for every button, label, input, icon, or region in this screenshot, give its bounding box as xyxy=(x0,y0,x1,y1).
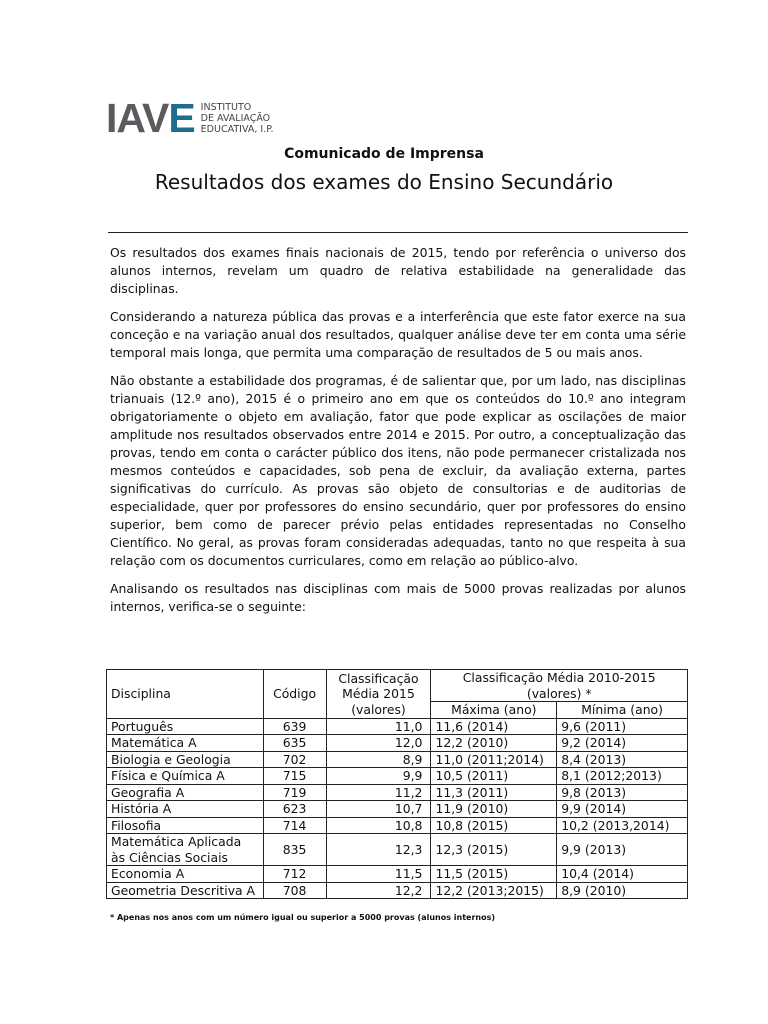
table-row xyxy=(107,768,688,785)
logo-line: DE AVALIAÇÃO xyxy=(200,112,271,124)
press-release-label: Comunicado de Imprensa xyxy=(284,146,484,162)
logo-mark: IAVE xyxy=(106,95,195,141)
cell-minima: 10,4 (2014) xyxy=(557,866,688,883)
cell-codigo: 719 xyxy=(263,784,326,801)
header-maxima: Máxima (ano) xyxy=(431,702,557,719)
title-divider xyxy=(108,232,688,233)
cell-minima: 9,8 (2013) xyxy=(557,784,688,801)
cell-maxima: 10,5 (2011) xyxy=(431,768,557,785)
cell-media: 10,7 xyxy=(326,801,431,818)
cell-maxima: 12,2 (2010) xyxy=(431,735,557,752)
cell-codigo: 715 xyxy=(263,768,326,785)
table-row xyxy=(107,834,688,866)
header-media-2015: Classificação Média 2015 (valores) xyxy=(326,670,431,719)
table-row xyxy=(107,735,688,752)
results-table xyxy=(106,669,688,899)
table-row xyxy=(107,801,688,818)
cell-codigo: 835 xyxy=(263,834,326,866)
cell-maxima: 11,0 (2011;2014) xyxy=(431,751,557,768)
cell-disciplina: Economia A xyxy=(107,866,264,883)
cell-minima: 9,9 (2013) xyxy=(557,834,688,866)
paragraph: Considerando a natureza pública das provas e a interferência que este fator exerce na sua conceção e na variação anual dos resultados, qualquer análise deve ter em conta uma série temporal mais longa, que permita uma comparação de resultados de 5 ou mais anos. xyxy=(110,309,686,360)
paragraph: Analisando os resultados nas disciplinas com mais de 5000 provas realizadas por alunos internos, verifica-se o seguinte: xyxy=(110,581,686,614)
cell-minima: 8,4 (2013) xyxy=(557,751,688,768)
header-media-2010-2015: Classificação Média 2010-2015 (valores) * xyxy=(431,670,688,702)
cell-media: 11,5 xyxy=(326,866,431,883)
cell-disciplina: Matemática Aplicada às Ciências Sociais xyxy=(107,834,264,866)
cell-codigo: 702 xyxy=(263,751,326,768)
iave-logo xyxy=(106,95,274,141)
cell-media: 10,8 xyxy=(326,817,431,834)
cell-codigo: 639 xyxy=(263,718,326,735)
cell-disciplina: Português xyxy=(107,718,264,735)
table-row xyxy=(107,718,688,735)
table-row xyxy=(107,817,688,834)
table-row xyxy=(107,882,688,899)
cell-maxima: 11,5 (2015) xyxy=(431,866,557,883)
cell-codigo: 635 xyxy=(263,735,326,752)
logo-text xyxy=(201,102,274,135)
cell-codigo: 623 xyxy=(263,801,326,818)
cell-codigo: 714 xyxy=(263,817,326,834)
cell-maxima: 12,2 (2013;2015) xyxy=(431,882,557,899)
header-disciplina: Disciplina xyxy=(107,670,264,719)
cell-media: 11,2 xyxy=(326,784,431,801)
cell-minima: 8,1 (2012;2013) xyxy=(557,768,688,785)
cell-codigo: 712 xyxy=(263,866,326,883)
page-title: Resultados dos exames do Ensino Secundário xyxy=(154,170,614,194)
cell-maxima: 10,8 (2015) xyxy=(431,817,557,834)
cell-media: 12,2 xyxy=(326,882,431,899)
cell-minima: 8,9 (2010) xyxy=(557,882,688,899)
paragraph: Não obstante a estabilidade dos programas, é de salientar que, por um lado, nas disciplinas trianuais (12.º ano), 2015 é o primeiro ano em que os conteúdos do 10.º ano integram obrigatoriamente o objeto em avaliação, fator que pode explicar as oscilações de maior amplitude nos resultados observados entre 2014 e 2015. Por outro, a conceptualização das provas, tendo em conta o carácter público dos itens, não pode permanecer cristalizada nos mesmos conteúdos e capacidades, sob pena de excluir, da avaliação externa, partes significativas do currículo. As provas são objeto de consultorias e de auditorias de especialidade, quer por professores do ensino secundário, quer por professores do ensino superior, bem como de parecer prévio pelas entidades representadas no Conselho Científico. No geral, as provas foram consideradas adequadas, tanto no que respeita à sua relação com os documentos curriculares, como em relação ao público-alvo. xyxy=(110,373,686,568)
cell-minima: 9,9 (2014) xyxy=(557,801,688,818)
cell-disciplina: Geometria Descritiva A xyxy=(107,882,264,899)
logo-line: INSTITUTO xyxy=(200,101,252,113)
cell-minima: 9,2 (2014) xyxy=(557,735,688,752)
cell-disciplina: Geografia A xyxy=(107,784,264,801)
cell-minima: 10,2 (2013,2014) xyxy=(557,817,688,834)
cell-media: 8,9 xyxy=(326,751,431,768)
table-row xyxy=(107,751,688,768)
logo-line: EDUCATIVA, I.P. xyxy=(200,123,274,135)
cell-maxima: 11,9 (2010) xyxy=(431,801,557,818)
cell-maxima: 11,6 (2014) xyxy=(431,718,557,735)
cell-disciplina: História A xyxy=(107,801,264,818)
header-codigo: Código xyxy=(263,670,326,719)
table-row xyxy=(107,866,688,883)
body-text xyxy=(110,244,686,626)
cell-codigo: 708 xyxy=(263,882,326,899)
cell-disciplina: Física e Química A xyxy=(107,768,264,785)
table-row xyxy=(107,784,688,801)
cell-media: 12,3 xyxy=(326,834,431,866)
header-minima: Mínima (ano) xyxy=(557,702,688,719)
cell-media: 11,0 xyxy=(326,718,431,735)
cell-maxima: 11,3 (2011) xyxy=(431,784,557,801)
paragraph: Os resultados dos exames finais nacionais de 2015, tendo por referência o universo dos alunos internos, revelam um quadro de relativa estabilidade na generalidade das disciplinas. xyxy=(110,245,686,296)
table-footnote: * Apenas nos anos com um número igual ou superior a 5000 provas (alunos internos) xyxy=(110,913,496,922)
cell-minima: 9,6 (2011) xyxy=(557,718,688,735)
cell-maxima: 12,3 (2015) xyxy=(431,834,557,866)
cell-disciplina: Biologia e Geologia xyxy=(107,751,264,768)
cell-disciplina: Matemática A xyxy=(107,735,264,752)
cell-disciplina: Filosofia xyxy=(107,817,264,834)
cell-media: 9,9 xyxy=(326,768,431,785)
cell-media: 12,0 xyxy=(326,735,431,752)
